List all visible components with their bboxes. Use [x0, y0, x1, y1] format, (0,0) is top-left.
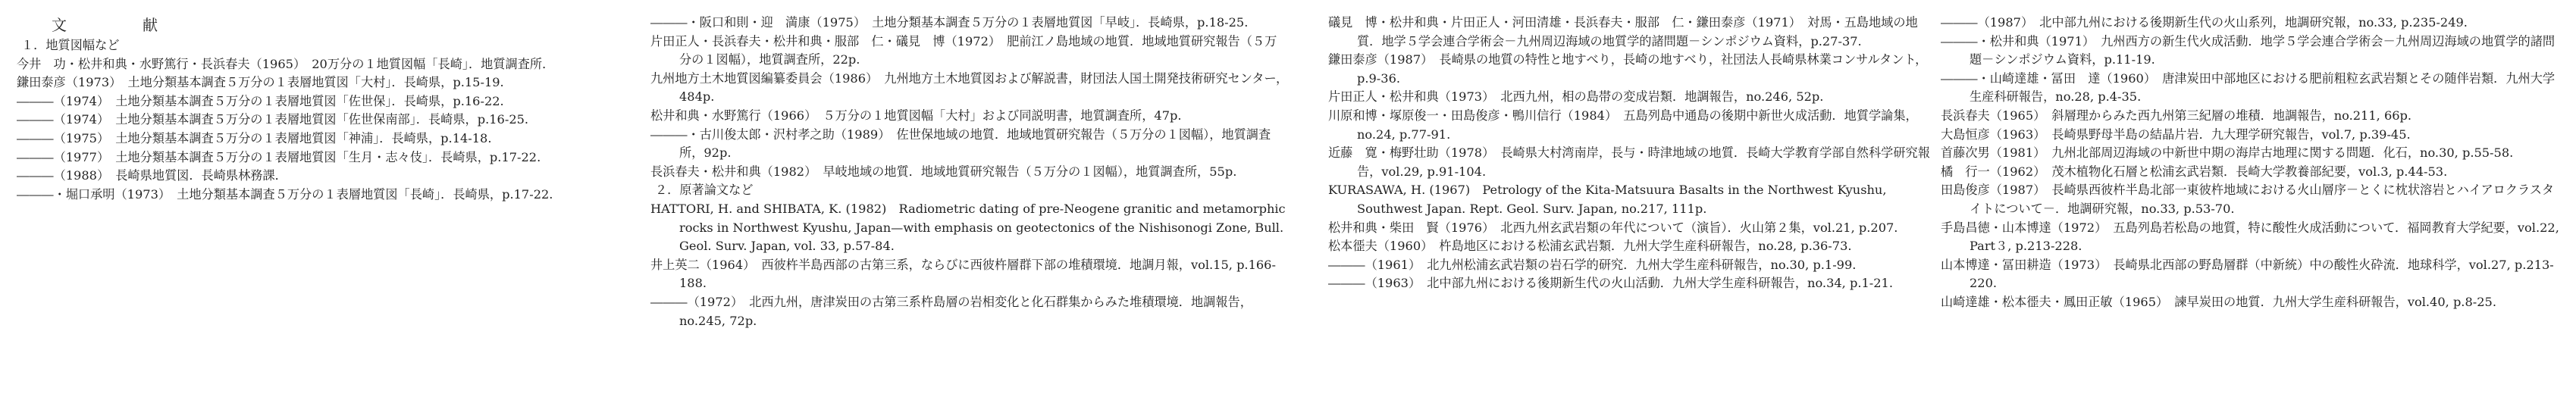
reference-entry: ―――（1988） 長崎県地質図．長崎県林務課． — [17, 168, 287, 183]
reference-entry: ―――・松井和典（1971） 九州西方の新生代火成活動．地学５学会連合学術会－九州周辺海域の地質学的諸問題－シンポジウム資料，p.11-19. — [1941, 33, 2556, 67]
reference-entry: 九州地方土木地質図編纂委員会（1986） 九州地方土木地質図および解説書，財団法人国土開発技術研究センター，484p. — [650, 70, 1289, 105]
reference-entry: 井上英二（1964） 西彼杵半島西部の古第三系，ならびに西彼杵層群下部の堆積環境．地調月報，vol.15, p.166-188. — [650, 257, 1276, 291]
reference-entry: 川原和博・塚原俊一・田島俊彦・鴨川信行（1984） 五島列島中通島の後期中新世火成活動．地質学論集，no.24, p.77-91. — [1328, 108, 1918, 142]
section-heading: ２．原著論文など — [655, 183, 754, 198]
reference-entry: ―――（1975） 土地分類基本調査５万分の１表層地質図「神浦」．長崎県，p.14-18. — [17, 130, 492, 145]
reference-entry: 手島昌徳・山本博達（1972） 五島列島若松島の地質，特に酸性火成活動について．福岡教育大学紀要，vol.22, Part３, p.213-228. — [1941, 220, 2559, 254]
reference-entry: 今井 功・松井和典・水野篤行・長浜春夫（1965） 20万分の１地質図幅「長崎」．地質調査所． — [17, 56, 555, 71]
section-heading: １．地質図幅など — [21, 38, 120, 52]
reference-entry: 松井和典・柴田 賢（1976） 北西九州玄武岩類の年代について（演旨）．火山第２集，vol.21, p.207. — [1328, 220, 1898, 235]
reference-entry: ―――（1972） 北西九州，唐津炭田の古第三系杵島層の岩相変化と化石群集からみた堆積環境．地調報告，no.245, 72p. — [650, 294, 1252, 328]
reference-entry: 鎌田泰彦（1987） 長崎県の地質の特性と地すべり，長崎の地すべり，社団法人長崎県林業コンサルタント，p.9-36. — [1328, 52, 1928, 86]
reference-entry: 片田正人・長浜春夫・松井和典・服部 仁・礒見 博（1972） 肥前江ノ島地域の地質．地域地質研究報告（５万分の１図幅），地質調査所，22p. — [650, 33, 1277, 67]
reference-entry: 片田正人・松井和典（1973） 北西九州，相の島帯の変成岩類．地調報告，no.246, 52p. — [1328, 89, 1824, 105]
reference-entry: ―――・山崎達雄・冨田 達（1960） 唐津炭田中部地区における肥前粗粒玄武岩類とその随伴岩類．九州大学生産科研報告，no.28, p.4-35. — [1941, 70, 2556, 105]
reference-entry: 松本徰夫（1960） 杵島地区における松浦玄武岩類．九州大学生産科研報告，no.28, p.36-73. — [1328, 239, 1852, 254]
reference-entry: ―――（1987） 北中部九州における後期新生代の火山系列，地調研究報，no.33, p.235-249. — [1941, 15, 2468, 30]
reference-entry: ―――・堀口承明（1973） 土地分類基本調査５万分の１表層地質図「長崎」．長崎県，p.17-22. — [17, 186, 553, 202]
reference-entry: ―――（1974） 土地分類基本調査５万分の１表層地質図「佐世保南部」．長崎県，p.16-25. — [17, 112, 529, 127]
reference-entry: ―――（1963） 北中部九州における後期新生代の火山活動．九州大学生産科研報告，no.34, p.1-21. — [1328, 276, 1893, 291]
reference-entry: 山崎達雄・松本徰夫・鳳田正敏（1965） 諫早炭田の地質．九州大学生産科研報告，vol.40, p.8-25. — [1941, 294, 2496, 309]
reference-entry: 首藤次男（1981） 九州北部周辺海域の中新世中期の海岸古地理に関する問題．化石，no.30, p.55-58. — [1941, 145, 2514, 161]
reference-entry: 近藤 寛・梅野壮助（1978） 長崎県大村湾南岸，長与・時津地域の地質．長崎大学教育学部自然科学研究報告，vol.29, p.91-104. — [1328, 145, 1930, 179]
reference-entry: 田島俊彦（1987） 長崎県西彼杵半島北部一東彼杵地域における火山層序－とくに枕状溶岩とハイアロクラスタイトについて－．地調研究報，no.33, p.53-70. — [1941, 183, 2555, 216]
reference-entry: HATTORI, H. and SHIBATA, K. (1982) Radiometric dating of pre-Neogene granitic and metamorphic rocks in Northwest Kyushu, Japan—with emphasis on geotectonics of the Nishisonogi Zone, Bull. Geol. Surv. Japan, vol. 33, p.57-84. — [650, 201, 1286, 254]
reference-entry: 大島恒彦（1963） 長崎県野母半島の結晶片岩．九大理学研究報告，vol.7, p.39-45. — [1941, 127, 2411, 142]
reference-entry: ―――（1961） 北九州松浦玄武岩類の岩石学的研究．九州大学生産科研報告，no.30, p.1-99. — [1328, 257, 1857, 272]
reference-entry: 松井和典・水野篤行（1966） ５万分の１地質図幅「大村」および同説明書，地質調査所，47p. — [650, 108, 1182, 123]
reference-entry: 鎌田泰彦（1973） 土地分類基本調査５万分の１表層地質図「大村」．長崎県，p.15-19. — [17, 75, 504, 90]
reference-column-4 — [1941, 14, 2562, 312]
reference-entry: KURASAWA, H. (1967) Petrology of the Kita-Matsuura Basalts in the Northwest Kyushu, Southwest Japan. Rept. Geol. Surv. Japan, no.217, 111p. — [1328, 183, 1887, 216]
reference-entry: ―――（1977） 土地分類基本調査５万分の１表層地質図「生月・志々伎」．長崎県，p.17-22. — [17, 149, 541, 164]
reference-entry: 橘 行一（1962） 茂木植物化石層と松浦玄武岩類．長崎大学教養部紀要，vol.3, p.44-53. — [1941, 164, 2448, 179]
reference-entry: ―――（1974） 土地分類基本調査５万分の１表層地質図「佐世保」．長崎県，p.16-22. — [17, 93, 504, 108]
reference-entry: 礒見 博・松井和典・片田正人・河田清雄・長浜春夫・服部 仁・鎌田泰彦（1971） 対馬・五島地域の地質．地学５学会連合学術会－九州周辺海域の地質学的諸問題－シンポジウム資料，p.27-37. — [1328, 15, 1918, 48]
reference-entry: ―――・古川俊太郎・沢村孝之助（1989） 佐世保地域の地質．地域地質研究報告（５万分の１図幅），地質調査所，92p. — [650, 127, 1271, 161]
section-title: 文 献 — [52, 16, 188, 34]
reference-entry: 山本博達・冨田耕造（1973） 長崎県北西部の野島層群（中新統）中の酸性火砕流．地球科学，vol.27, p.213-220. — [1941, 257, 2554, 291]
reference-entry: 長浜春夫・松井和典（1982） 早岐地域の地質．地域地質研究報告（５万分の１図幅），地質調査所，55p. — [650, 164, 1237, 179]
reference-column-2 — [650, 14, 1289, 330]
reference-column-1 — [17, 14, 623, 204]
reference-entry: 長浜春夫（1965） 斜層理からみた西九州第三紀層の堆積．地調報告，no.211, 66p. — [1941, 108, 2412, 123]
reference-column-3 — [1328, 14, 1935, 293]
reference-entry: ―――・阪口和則・迎 満康（1975） 土地分類基本調査５万分の１表層地質図「早岐」．長崎県，p.18-25. — [650, 15, 1249, 30]
